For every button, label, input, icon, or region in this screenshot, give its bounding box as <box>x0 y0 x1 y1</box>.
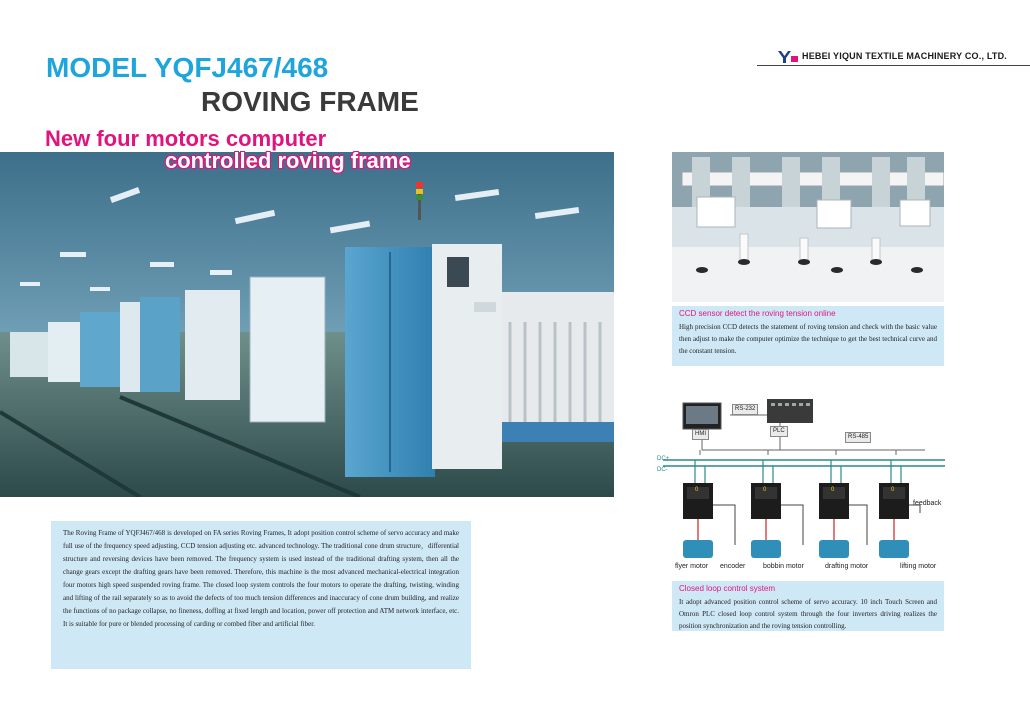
closed-loop-body: It adopt advanced position control scheme of servo accuracy. 10 inch Touch Screen and Omron PLC closed loop control system through the four inverters driving realizes the position synchronization and the roving tension controlling. <box>679 598 937 630</box>
inverter-3-display: 0 <box>831 487 835 493</box>
ccd-caption-body: High precision CCD detects the statement of roving tension and check with the basic value then adjust to make the computer optimize the technique to get the best technical curve and the constant tension. <box>679 323 937 355</box>
dc-minus-label: DC- <box>657 467 668 473</box>
model-title: MODEL YQFJ467/468 <box>46 52 329 83</box>
closed-loop-caption <box>672 581 944 631</box>
plc-unit-icon <box>767 399 813 423</box>
closed-loop-title: Closed loop control system <box>679 584 776 593</box>
control-system-diagram <box>655 395 945 575</box>
flyer-motor-icon <box>683 540 713 558</box>
company-name: HEBEI YIQUN TEXTILE MACHINERY CO., LTD. <box>802 51 1007 61</box>
inverter-2-display: 0 <box>763 487 767 493</box>
ccd-caption-title: CCD sensor detect the roving tension online <box>679 309 836 318</box>
yiqun-logo-icon <box>777 50 799 64</box>
company-logo <box>777 50 1030 66</box>
ccd-sensor-photo <box>672 152 944 302</box>
dc-plus-label: DC+ <box>657 456 670 462</box>
headline-line1: New four motors computer <box>45 126 327 151</box>
rs232-label: RS-232 <box>732 404 758 415</box>
encoder-label: encoder <box>720 563 746 570</box>
factory-photo <box>0 152 614 497</box>
lifting-motor-label: lifting motor <box>900 563 937 570</box>
product-title: ROVING FRAME <box>201 86 419 117</box>
flyer-motor-label: flyer motor <box>675 563 709 570</box>
drafting-motor-icon <box>819 540 849 558</box>
bobbin-motor-label: bobbin motor <box>763 563 804 570</box>
bobbin-motor-icon <box>751 540 781 558</box>
inverter-1-display: 0 <box>695 487 699 493</box>
drafting-motor-label: drafting motor <box>825 563 869 570</box>
lifting-motor-icon <box>879 540 909 558</box>
headline-line2: controlled roving frame <box>165 148 411 173</box>
ccd-caption <box>672 306 944 366</box>
header-rule <box>757 65 1030 66</box>
hmi-label: HMI <box>692 429 709 440</box>
description-panel <box>51 521 471 669</box>
inverter-4-display: 0 <box>891 487 895 493</box>
rs485-label: RS-485 <box>845 432 871 443</box>
description-text: The Roving Frame of YQFJ467/468 is developed on FA series Roving Frames, It adopt position control scheme of servo accuracy and make full use of the frequency speed adjusting, CCD tension adjusting etc. advanced technology. The traditional cone drum structure，differential structure and reversing devices have been removed. The frequency system is used instead of the traditional drafting system, then all the change gears except the drafting gears have been removed. Therefore, this machine is the most advanced mechanical-electrical integration four motors high speed suspended roving frame. The closed loop system controls the four motors to operate the drafting, twisting, winding and lifting of the rail separately so as to avoid the defects of too much tension differences and inaccuracy of cone drum building, and realize the functions of no package collapse, no fineness, doffing at fixed length and location, power off protection and ATM network interface, etc. It is suitable for pure or blended processing of carding or combed fiber and artificial fiber. <box>63 529 459 628</box>
plc-label: PLC <box>770 426 788 437</box>
feedback-label: feedback <box>913 500 942 507</box>
